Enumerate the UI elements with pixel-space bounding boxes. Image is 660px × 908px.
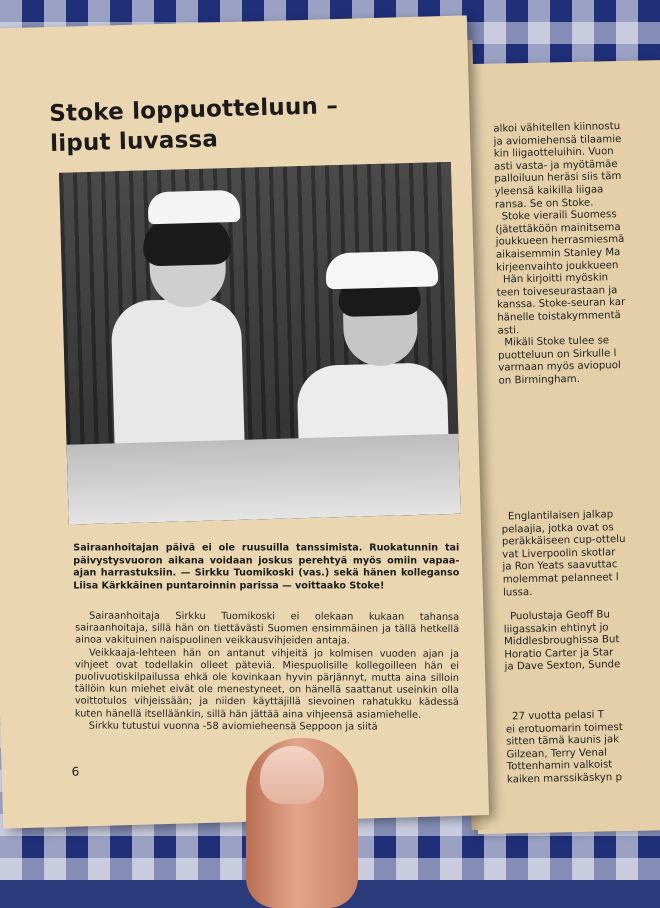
right-column-line: asti vasta- ja myötämäe: [494, 158, 618, 173]
right-column-line: ei erotuomarin toimest: [505, 721, 623, 736]
right-page: [462, 60, 660, 834]
headline-line-1: Stoke loppuotteluun –: [48, 93, 339, 128]
right-column-line: ransa. Se on Stoke.: [494, 197, 594, 211]
right-column-line: ja Dave Sexton, Sunde: [504, 659, 621, 673]
right-column-line: Englantilaisen jalkap: [501, 509, 614, 523]
right-column-line: palloiluun heräsi siis täm: [494, 171, 622, 186]
nurse-left-cap: [148, 190, 241, 225]
right-column-line: (jätettäköön mainitsema: [495, 221, 621, 236]
right-column-line: molemmat pelanneet l: [502, 572, 619, 586]
right-column-line: kaiken marssikäskyn p: [506, 772, 623, 786]
right-column-block-2: [501, 507, 660, 599]
right-column-block-4: [506, 707, 660, 787]
right-column-line: yleensä kaikilla liigaa: [494, 184, 604, 198]
right-column-line: Puolustaja Geoff Bu: [503, 609, 611, 623]
right-column-line: Horatio Carter ja Star: [504, 647, 614, 661]
right-column-line: asti.: [497, 324, 520, 337]
nurse-right-cap: [325, 250, 438, 289]
right-column-line: sitten tämä kaunis jak: [506, 734, 620, 748]
headline-line-2: liput luvassa: [49, 126, 219, 158]
right-column-line: Middlesbroughissa But: [503, 634, 620, 648]
right-column-block-1: [493, 119, 660, 388]
right-column-line: vat Liverpoolin skotlar: [502, 546, 616, 561]
photo-caption: Sairaanhoitajan päivä ei ole ruusuilla tanssimista. Ruokatunnin tai päivystysvuoron aikana voidaan joskus perehtyä myös omiin vapaa-ajan harrastuksiin. — Sirkku Tuomikoski (vas.) sekä hänen kolleganso Liisa Kärkkäinen puntaroinnin parissa — voittaako Stoke!: [73, 542, 460, 592]
right-column-line: varmaan myös aviopuol: [498, 360, 621, 374]
right-column-line: Stoke vieraili Suomess: [495, 209, 617, 223]
right-column-line: alkoi vähitellen kiinnostu: [493, 120, 621, 135]
right-column-line: Gilzean, Terry Venal: [506, 747, 608, 761]
right-column-line: 27 vuotta pelasi T: [505, 709, 605, 723]
body-paragraph-2: Veikkaaja-lehteen hän on antanut vihjeitä jo kolmisen vuoden ajan ja vihjeet ovat todellakin olleet päteviä. Miespuolisille kollegoilleen hän ei puolivuotiskilpailussa ehkä ole kovinkaan hyvin pärjännyt, mutta aina silloin tällöin kun miehet eivät ole menestyneet, on hänellä saattanut useinkin olla voittotulos vihjeissään; ja niiden käyttäjillä sievoinen rahatukku kädessä kuten hänellä itselläänkin, sillä hän jättää aina vihjeensä asiamiehelle.: [74, 647, 460, 721]
right-column-line: puotteluun on Sirkulle l: [497, 347, 617, 362]
right-column-line: ja aviomiehensä tilaamie: [493, 133, 622, 148]
left-page: [0, 15, 489, 828]
right-column-block-3: [503, 607, 660, 674]
photo-desk-papers: [67, 434, 461, 525]
article-headline: [49, 88, 431, 159]
right-column-line: Mikäli Stoke tulee se: [497, 335, 610, 349]
right-column-line: hänelle toistakymmentä: [497, 309, 621, 324]
right-column-line: ja Ron Yeats saavuttac: [502, 559, 618, 573]
body-paragraph-3: Sirkku tutustui vuonna -58 aviomieheensä Seppoon ja siitä: [88, 720, 378, 733]
right-column-line: kirjeenvaihto joukkueen: [496, 259, 619, 274]
right-column-line: peräkkäiseen cup-ottelu: [501, 534, 626, 548]
thumb-holding-page: [246, 738, 358, 908]
thumbnail: [260, 746, 324, 804]
right-column-line: pelaajia, jotka ovat os: [501, 521, 614, 536]
right-column-line: kanssa. Stoke-seuran kar: [496, 297, 626, 311]
right-column-line: Hän kirjoitti myöskin: [496, 272, 609, 286]
right-column-line: aikaisemmin Stanley Ma: [495, 246, 621, 261]
right-column-line: on Birmingham.: [498, 373, 580, 387]
right-column-line: Tottenhamin valkoist: [506, 759, 613, 773]
right-column-line: liigassakin ehtinyt jo: [503, 621, 609, 636]
right-column-line: joukkueen herrasmiesmä: [495, 234, 625, 248]
right-column-line: kin liigaotteluihin. Vuon: [493, 146, 614, 160]
right-column-line: lussa.: [502, 586, 533, 599]
nurses-photo: [59, 162, 461, 525]
right-column-line: teen toiveseurastaan ja: [496, 284, 618, 299]
article-body: [75, 611, 459, 734]
body-paragraph-1: Sairaanhoitaja Sirkku Tuomikoski ei olekaan kukaan tahansa sairaanhoitaja, sillä hän on tiettävästi Suomen ensimmäinen ja tällä hetkellä ainoa vakituinen naispuolinen veikkausvihjeiden antaja.: [75, 610, 460, 647]
page-number: 6: [71, 764, 80, 779]
